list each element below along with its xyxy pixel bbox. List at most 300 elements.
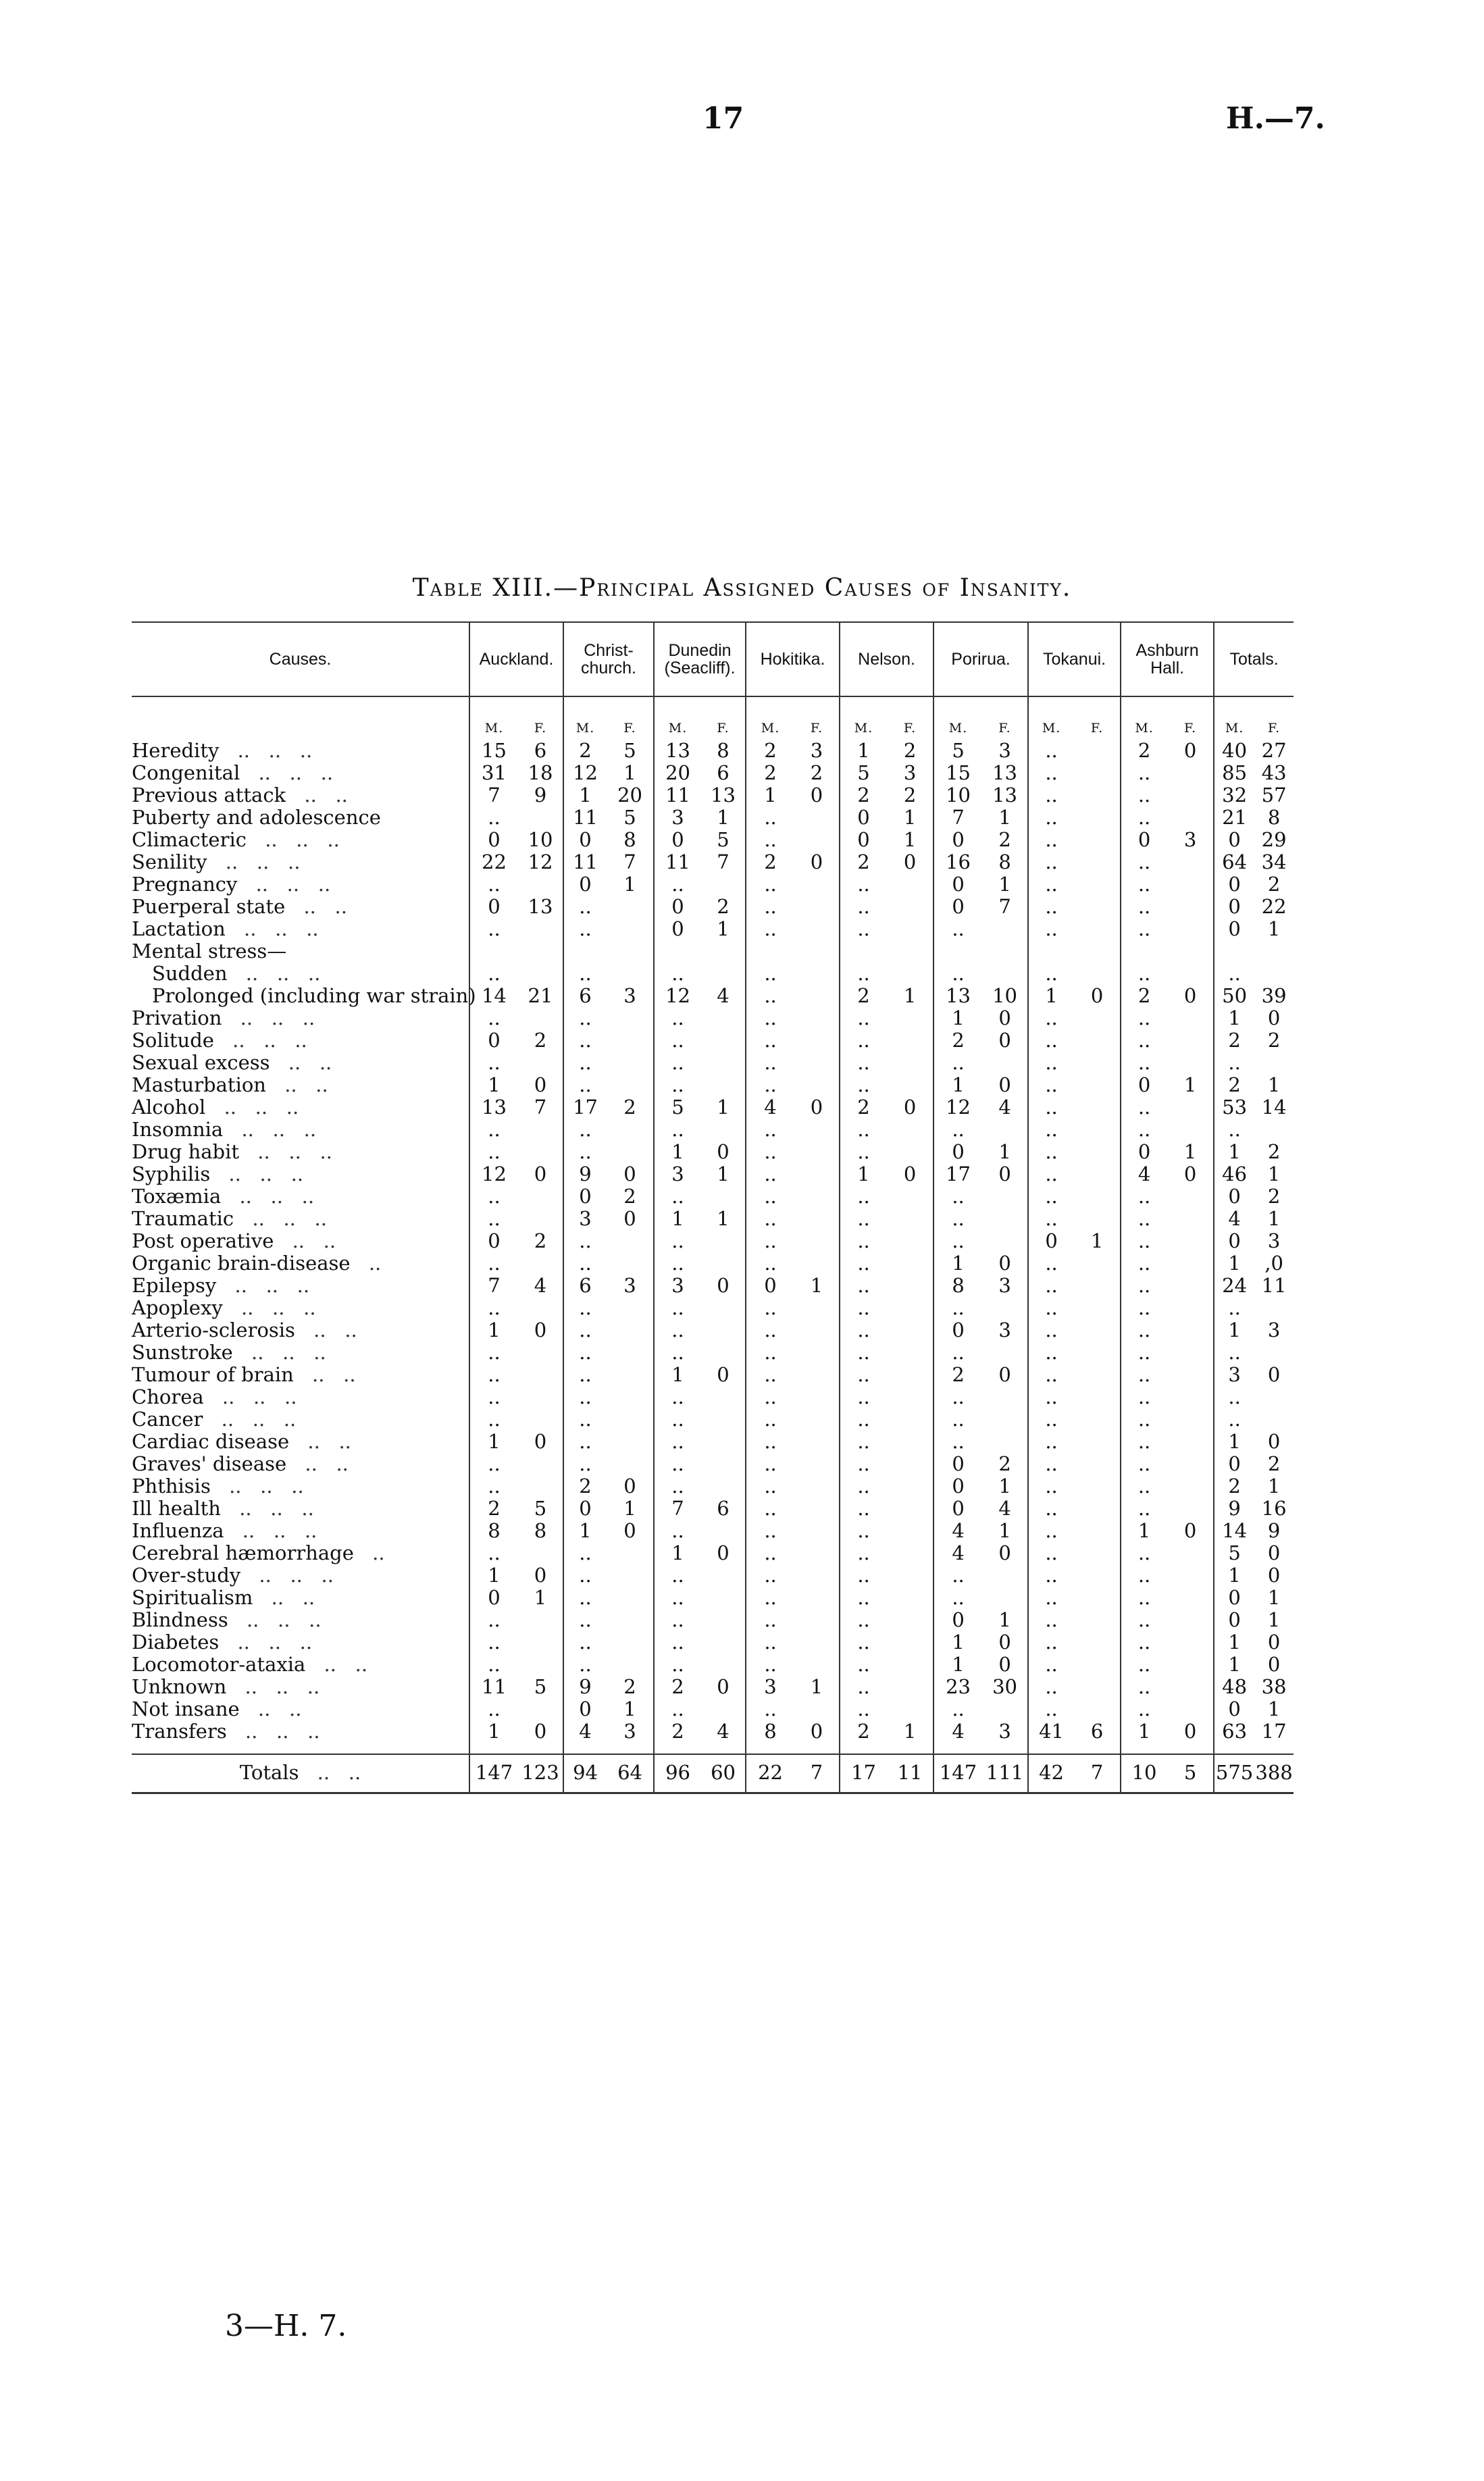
male-count: 46 — [1214, 1163, 1254, 1185]
male-count: .. — [1121, 1230, 1167, 1252]
col-hokitika: Hokitika. — [746, 622, 840, 696]
dot-leaders: .. .. — [317, 1761, 361, 1784]
dot-leaders: .. .. .. — [237, 739, 313, 762]
male-count: 1 — [469, 1074, 518, 1096]
female-count — [1074, 1208, 1121, 1230]
male-count: .. — [469, 1007, 518, 1029]
cause-cell — [132, 1364, 469, 1386]
dot-leaders: .. .. .. — [221, 1408, 297, 1431]
male-count: 1 — [1214, 1141, 1254, 1163]
male-count: 1 — [469, 1431, 518, 1453]
male-count: .. — [1121, 1498, 1167, 1520]
cause-cell — [132, 1275, 469, 1297]
male-count: .. — [746, 1119, 794, 1141]
spacer-row — [132, 1743, 1294, 1754]
male-count: .. — [746, 1386, 794, 1408]
male-count: 0 — [563, 829, 607, 851]
table-row — [132, 807, 1294, 829]
male-count: 1 — [840, 1163, 887, 1185]
female-count — [887, 1007, 933, 1029]
female-count: 2 — [998, 828, 1011, 851]
female-count: 5 — [623, 806, 636, 829]
female-count: 1 — [903, 806, 917, 829]
cause-cell — [132, 1208, 469, 1230]
female-count — [701, 1431, 746, 1453]
cause-cell — [132, 1386, 469, 1408]
dot-leaders: .. .. .. — [228, 1162, 304, 1185]
male-count: .. — [469, 1408, 518, 1431]
female-count — [1167, 1654, 1214, 1676]
female-count — [1167, 1564, 1214, 1587]
female-count — [1074, 1275, 1121, 1297]
male-count: 0 — [933, 829, 982, 851]
female-count — [1254, 1052, 1294, 1074]
male-count: .. — [746, 1431, 794, 1453]
female-count — [607, 1029, 654, 1052]
male-count: 17 — [563, 1096, 607, 1119]
female-count — [1167, 1431, 1214, 1453]
male-count: 0 — [933, 1141, 982, 1163]
male-count: 24 — [1214, 1275, 1254, 1297]
male-count: .. — [933, 1185, 982, 1208]
table-row — [132, 1208, 1294, 1230]
female-count — [887, 1609, 933, 1631]
cause-cell — [132, 1052, 469, 1074]
female-count: 1 — [998, 1608, 1011, 1631]
cause-cell — [132, 1453, 469, 1475]
male-count: 5 — [840, 762, 887, 784]
female-count — [887, 873, 933, 896]
male-count: .. — [1028, 1498, 1074, 1520]
female-count: 4 — [717, 1720, 730, 1743]
female-count: 3 — [623, 984, 636, 1007]
female-count — [982, 1564, 1028, 1587]
cause-label: Mental stress— — [132, 940, 287, 963]
female-count: 8 — [534, 1519, 547, 1542]
female-count — [701, 1408, 746, 1431]
female-count — [982, 1698, 1028, 1720]
male-count: 0 — [933, 1475, 982, 1498]
male-count: .. — [1121, 1275, 1167, 1297]
female-count — [1167, 1364, 1214, 1386]
male-count: .. — [840, 1185, 887, 1208]
male-count: .. — [1028, 1319, 1074, 1341]
male-count — [840, 940, 887, 963]
male-count: 96 — [654, 1754, 701, 1793]
male-count: .. — [563, 1431, 607, 1453]
male-count: .. — [654, 963, 701, 985]
male-count: .. — [840, 1609, 887, 1631]
male-count: 2 — [563, 740, 607, 762]
female-count — [887, 1475, 933, 1498]
male-count: 1 — [933, 1252, 982, 1275]
female-count: 0 — [1267, 1006, 1281, 1029]
female-count: 8 — [623, 828, 636, 851]
female-count: 2 — [1267, 1029, 1281, 1052]
male-count: .. — [654, 1297, 701, 1319]
dot-leaders: .. .. .. — [242, 1519, 317, 1542]
male-count: 3 — [746, 1676, 794, 1698]
female-count — [701, 1252, 746, 1275]
table-row — [132, 1319, 1294, 1341]
cause-label: Influenza — [132, 1519, 224, 1542]
f-label: F. — [903, 721, 917, 736]
male-count: 8 — [746, 1720, 794, 1743]
female-count: ,0 — [1264, 1252, 1283, 1275]
male-count: .. — [654, 1475, 701, 1498]
male-count: .. — [933, 1386, 982, 1408]
female-count — [1167, 918, 1214, 940]
female-count: 38 — [1261, 1675, 1287, 1698]
female-count — [701, 1341, 746, 1364]
female-count — [518, 1698, 563, 1720]
female-count: 5 — [623, 739, 636, 762]
female-count — [982, 918, 1028, 940]
male-count: 3 — [654, 1163, 701, 1185]
female-count: 4 — [998, 1497, 1011, 1520]
male-count: .. — [1028, 1208, 1074, 1230]
male-count: .. — [746, 1498, 794, 1520]
male-count: .. — [1214, 963, 1254, 985]
male-count: .. — [746, 1052, 794, 1074]
cause-label: Chorea — [132, 1385, 204, 1408]
female-count — [1074, 762, 1121, 784]
male-count: .. — [563, 1230, 607, 1252]
female-count: 2 — [717, 895, 730, 918]
cause-label: Toxæmia — [132, 1185, 222, 1208]
male-count: .. — [1121, 1297, 1167, 1319]
cause-label: Heredity — [132, 739, 220, 762]
female-count: 1 — [810, 1274, 823, 1297]
male-count — [1214, 940, 1254, 963]
male-count: 9 — [1214, 1498, 1254, 1520]
male-count: .. — [469, 1364, 518, 1386]
male-count: .. — [1121, 1386, 1167, 1408]
male-count: 14 — [469, 985, 518, 1007]
female-count — [701, 1698, 746, 1720]
male-count: .. — [563, 1609, 607, 1631]
cause-label: Blindness — [132, 1608, 228, 1631]
female-count: 7 — [998, 895, 1011, 918]
female-count: 1 — [717, 1207, 730, 1230]
female-count — [887, 1319, 933, 1341]
female-count — [887, 1185, 933, 1208]
male-count: .. — [840, 1453, 887, 1475]
male-count: .. — [654, 1453, 701, 1475]
table-row — [132, 873, 1294, 896]
sex-header-row — [132, 696, 1294, 740]
male-count: .. — [840, 1074, 887, 1096]
table-row — [132, 1185, 1294, 1208]
male-count: 0 — [746, 1275, 794, 1297]
female-count — [1074, 873, 1121, 896]
male-count: 12 — [654, 985, 701, 1007]
female-count — [1074, 1564, 1121, 1587]
cause-label: Masturbation — [132, 1073, 266, 1096]
dot-leaders: .. .. .. — [240, 1006, 315, 1029]
male-count: 22 — [469, 851, 518, 873]
female-count — [1167, 1408, 1214, 1431]
table-row — [132, 1275, 1294, 1297]
female-count: 1 — [1267, 1475, 1281, 1498]
male-count: 4 — [933, 1542, 982, 1564]
cause-label: Diabetes — [132, 1631, 220, 1654]
table-row — [132, 1364, 1294, 1386]
female-count: 0 — [998, 1006, 1011, 1029]
female-count — [794, 1119, 840, 1141]
causes-header: Causes. — [132, 622, 469, 696]
dot-leaders: .. .. .. — [251, 1341, 326, 1364]
female-count — [1074, 896, 1121, 918]
cause-cell — [132, 1141, 469, 1163]
female-count — [1074, 851, 1121, 873]
table-row — [132, 1720, 1294, 1743]
male-count: .. — [1028, 873, 1074, 896]
male-count: 3 — [654, 1275, 701, 1297]
female-count — [794, 1408, 840, 1431]
female-count — [887, 918, 933, 940]
male-count: 1 — [469, 1319, 518, 1341]
table-row — [132, 1408, 1294, 1431]
female-count — [794, 1074, 840, 1096]
female-count: 3 — [623, 1720, 636, 1743]
m-label: M. — [654, 696, 701, 740]
female-count: 57 — [1261, 784, 1287, 807]
dot-leaders: .. .. .. — [241, 1118, 317, 1141]
male-count: .. — [840, 1475, 887, 1498]
male-count: .. — [469, 1208, 518, 1230]
female-count: 2 — [810, 761, 823, 784]
male-count: 2 — [840, 1720, 887, 1743]
cause-label: Organic brain-disease — [132, 1252, 351, 1275]
male-count: .. — [654, 1587, 701, 1609]
male-count: .. — [563, 1364, 607, 1386]
male-count: .. — [1121, 1319, 1167, 1341]
male-count: .. — [654, 1341, 701, 1364]
table-row — [132, 1431, 1294, 1453]
male-count: .. — [840, 1341, 887, 1364]
male-count: 1 — [654, 1208, 701, 1230]
female-count: 123 — [518, 1754, 563, 1793]
female-count: 2 — [1267, 1140, 1281, 1163]
cause-label: Unknown — [132, 1675, 227, 1698]
female-count — [1167, 1542, 1214, 1564]
female-count — [607, 1587, 654, 1609]
male-count: .. — [840, 873, 887, 896]
male-count: .. — [1028, 1052, 1074, 1074]
male-count: .. — [840, 1631, 887, 1654]
female-count — [1167, 1007, 1214, 1029]
female-count — [794, 1542, 840, 1564]
male-count: 41 — [1028, 1720, 1074, 1743]
female-count — [794, 1431, 840, 1453]
table-row — [132, 1542, 1294, 1564]
male-count: .. — [840, 1275, 887, 1297]
female-count — [701, 1052, 746, 1074]
male-count: .. — [933, 963, 982, 985]
male-count: .. — [1028, 1542, 1074, 1564]
male-count: .. — [654, 1609, 701, 1631]
female-count — [982, 1208, 1028, 1230]
female-count: 1 — [998, 806, 1011, 829]
female-count: 0 — [998, 1541, 1011, 1564]
male-count: 4 — [1121, 1163, 1167, 1185]
female-count — [1074, 1297, 1121, 1319]
dot-leaders: .. .. .. — [234, 1274, 310, 1297]
male-count: .. — [1121, 873, 1167, 896]
female-count — [1167, 784, 1214, 807]
female-count: 0 — [717, 1274, 730, 1297]
female-count — [701, 940, 746, 963]
female-count: 3 — [1267, 1319, 1281, 1341]
male-count: 2 — [746, 740, 794, 762]
male-count: 21 — [1214, 807, 1254, 829]
female-count — [1167, 963, 1214, 985]
f-label: F. — [998, 721, 1011, 736]
male-count: .. — [1028, 1676, 1074, 1698]
female-count: 27 — [1261, 739, 1287, 762]
table-row — [132, 1007, 1294, 1029]
female-count — [1074, 963, 1121, 985]
male-count: .. — [746, 1029, 794, 1052]
male-count: .. — [1214, 1119, 1254, 1141]
female-count — [701, 1654, 746, 1676]
male-count: .. — [1028, 1096, 1074, 1119]
dot-leaders: .. — [368, 1252, 382, 1275]
male-count: .. — [563, 1408, 607, 1431]
table-row — [132, 1564, 1294, 1587]
male-count: 0 — [840, 807, 887, 829]
female-count: 34 — [1261, 850, 1287, 873]
male-count: .. — [1028, 1141, 1074, 1163]
female-count — [1167, 851, 1214, 873]
male-count: .. — [746, 873, 794, 896]
f-label: F. — [1090, 721, 1104, 736]
table-row — [132, 1252, 1294, 1275]
female-count: 17 — [1261, 1720, 1287, 1743]
cause-cell — [132, 784, 469, 807]
male-count: 0 — [1121, 1141, 1167, 1163]
male-count: 0 — [469, 896, 518, 918]
male-count: .. — [933, 1052, 982, 1074]
female-count: 4 — [534, 1274, 547, 1297]
male-count: .. — [654, 1230, 701, 1252]
cause-cell — [132, 807, 469, 829]
female-count — [1167, 1609, 1214, 1631]
cause-cell — [132, 984, 476, 1007]
m-label: M. — [933, 696, 982, 740]
f-label: F. — [810, 721, 823, 736]
dot-leaders: .. .. .. — [246, 1608, 322, 1631]
m-label: M. — [746, 696, 794, 740]
cause-cell — [132, 1564, 469, 1587]
table-row — [132, 1052, 1294, 1074]
female-count — [701, 1185, 746, 1208]
male-count: .. — [563, 1119, 607, 1141]
male-count: .. — [840, 1676, 887, 1698]
female-count — [607, 1609, 654, 1631]
male-count: 0 — [469, 1230, 518, 1252]
female-count — [607, 1341, 654, 1364]
male-count: .. — [1028, 1564, 1074, 1587]
female-count: 4 — [717, 984, 730, 1007]
male-count: 1 — [933, 1074, 982, 1096]
female-count: 18 — [528, 761, 553, 784]
female-count — [982, 1587, 1028, 1609]
male-count: .. — [746, 807, 794, 829]
dot-leaders: .. .. .. — [232, 1029, 307, 1052]
female-count — [1074, 1453, 1121, 1475]
female-count: 0 — [1183, 1720, 1197, 1743]
male-count: 0 — [654, 896, 701, 918]
dot-leaders: .. .. .. — [245, 962, 321, 985]
male-count: .. — [469, 1631, 518, 1654]
dot-leaders: .. .. .. — [237, 1631, 313, 1654]
cause-label: Graves' disease — [132, 1452, 287, 1475]
footer-signature-mark: 3—H. 7. — [225, 2309, 347, 2343]
male-count: 1 — [933, 1631, 982, 1654]
female-count — [607, 1074, 654, 1096]
dot-leaders: .. .. — [307, 1430, 351, 1453]
col-totals: Totals. — [1214, 622, 1294, 696]
female-count — [1074, 1074, 1121, 1096]
male-count: 5 — [933, 740, 982, 762]
male-count: .. — [746, 1587, 794, 1609]
table-row — [132, 1119, 1294, 1141]
female-count: 2 — [534, 1229, 547, 1252]
female-count: 1 — [1267, 1608, 1281, 1631]
male-count: .. — [1121, 1542, 1167, 1564]
male-count: .. — [1121, 963, 1167, 985]
male-count: .. — [654, 1698, 701, 1720]
male-count: 31 — [469, 762, 518, 784]
cause-cell — [132, 1119, 469, 1141]
female-count — [1074, 1542, 1121, 1564]
female-count — [518, 1408, 563, 1431]
cause-cell — [132, 1029, 469, 1052]
male-count: 2 — [840, 985, 887, 1007]
male-count: .. — [1121, 1208, 1167, 1230]
female-count — [887, 1074, 933, 1096]
female-count — [701, 1007, 746, 1029]
female-count: 13 — [992, 784, 1017, 807]
table-title: Table XIII.—Principal Assigned Causes of Insanity. — [412, 574, 1072, 602]
male-count: 1 — [1121, 1520, 1167, 1542]
male-count: 0 — [1214, 1185, 1254, 1208]
male-count: .. — [654, 1185, 701, 1208]
male-count: 0 — [1028, 1230, 1074, 1252]
female-count — [701, 1631, 746, 1654]
male-count: 2 — [563, 1475, 607, 1498]
female-count — [794, 1475, 840, 1498]
female-count: 1 — [903, 984, 917, 1007]
cause-label: Syphilis — [132, 1162, 211, 1185]
female-count — [1167, 1185, 1214, 1208]
male-count: 2 — [746, 762, 794, 784]
male-count: .. — [1121, 1631, 1167, 1654]
cause-label: Puberty and adolescence — [132, 806, 381, 829]
male-count: 5 — [654, 1096, 701, 1119]
female-count: 6 — [1090, 1720, 1104, 1743]
female-count — [607, 1297, 654, 1319]
female-count: 0 — [623, 1475, 636, 1498]
male-count: 23 — [933, 1676, 982, 1698]
table-row — [132, 1096, 1294, 1119]
female-count — [1254, 1408, 1294, 1431]
female-count — [701, 1587, 746, 1609]
male-count: 53 — [1214, 1096, 1254, 1119]
male-count: 1 — [746, 784, 794, 807]
